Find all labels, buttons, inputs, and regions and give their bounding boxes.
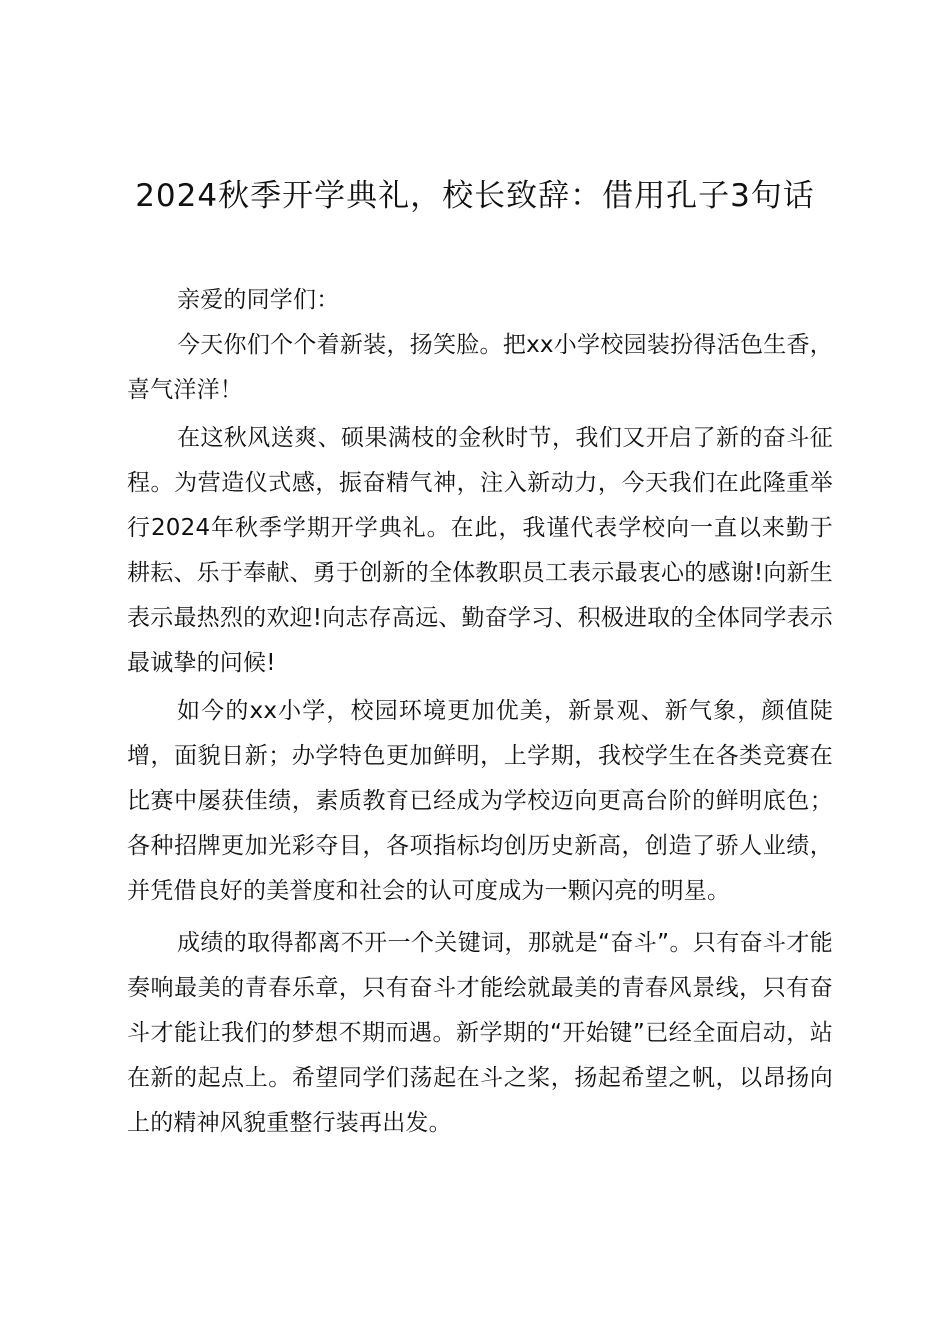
body-paragraph-3: 如今的xx小学，校园环境更加优美，新景观、新气象，颜值陡增，面貌日新；办学特色更加鲜明，上学期，我校学生在各类竞赛在比赛中屡获佳绩，素质教育已经成为学校迈向更高台阶的鲜明底色；各种招牌更加光彩夺目，各项指标均创历史新高，创造了骄人业绩，并凭借良好的美誉度和社会的认可度成为一颗闪亮的明星。 (127, 698, 833, 904)
document-title: 2024秋季开学典礼，校长致辞：借用孔子3句话 (135, 178, 815, 214)
salutation-paragraph: 亲爱的同学们： (177, 287, 340, 313)
body-paragraph-2: 在这秋风送爽、硕果满枝的金秋时节，我们又开启了新的奋斗征程。为营造仪式感，振奋精气神，注入新动力，今天我们在此隆重举行2024年秋季学期开学典礼。在此，我谨代表学校向一直以来勤于耕耘、乐于奉献、勇于创新的全体教职员工表示最衷心的感谢!向新生表示最热烈的欢迎!向志存高远、勤奋学习、积极进取的全体同学表示最诚挚的问候! (127, 425, 833, 676)
body-paragraph-1: 今天你们个个着新装，扬笑脸。把xx小学校园装扮得活色生香，喜气洋洋！ (127, 332, 833, 403)
document-body (127, 278, 833, 1153)
body-paragraph-4: 成绩的取得都离不开一个关键词，那就是“奋斗”。只有奋斗才能奏响最美的青春乐章，只有奋斗才能绘就最美的青春风景线，只有奋斗才能让我们的梦想不期而遇。新学期的“开始键”已经全面启动，站在新的起点上。希望同学们荡起在斗之桨，扬起希望之帆，以昂扬向上的精神风貌重整行装再出发。 (127, 930, 833, 1136)
